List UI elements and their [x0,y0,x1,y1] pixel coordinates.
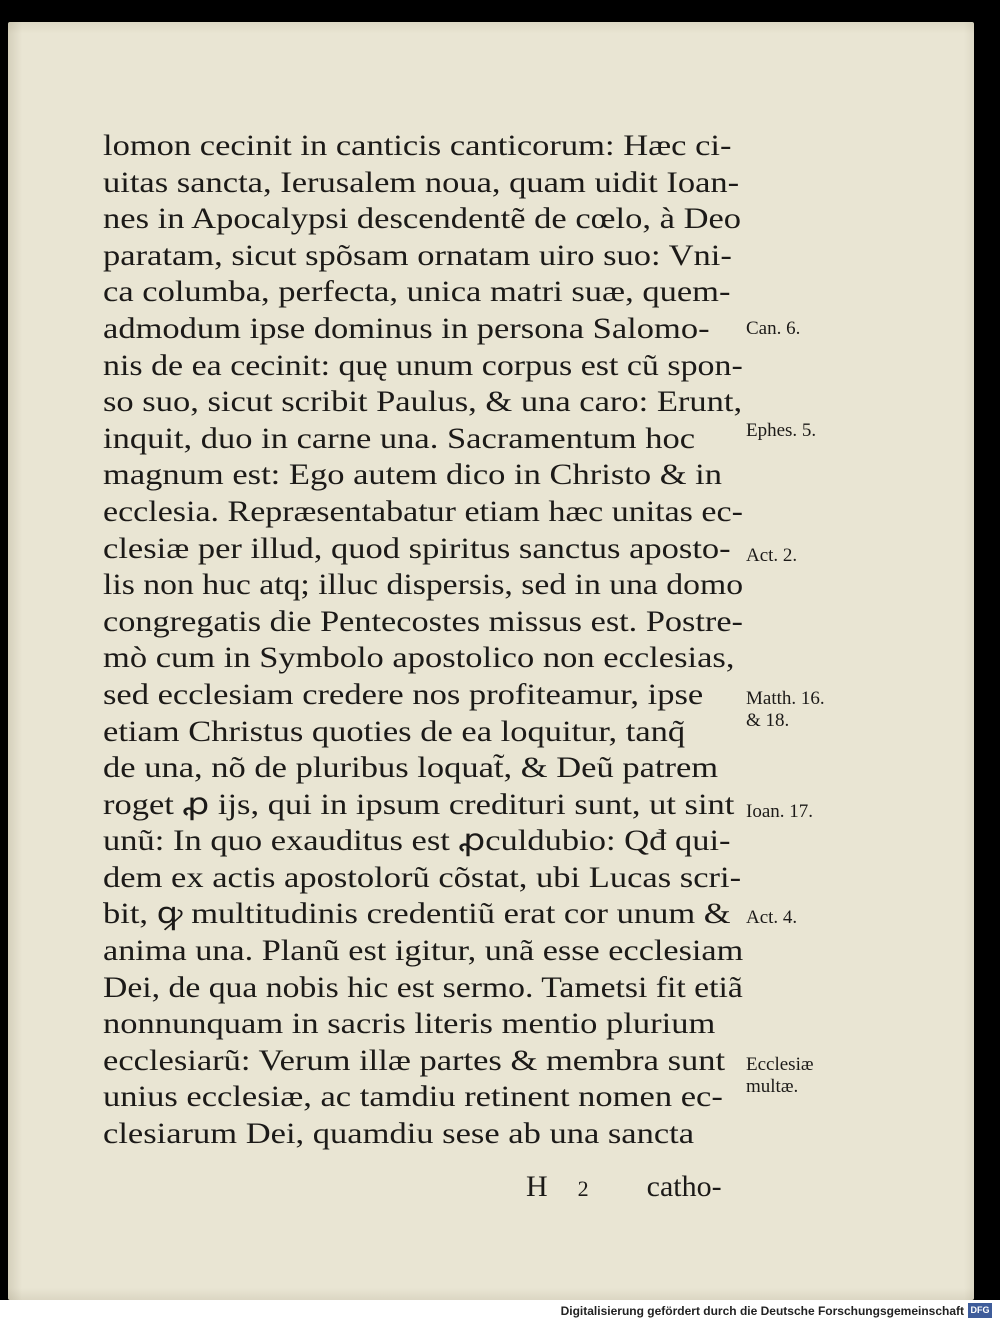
text-line: sed ecclesiam credere nos profiteamur, ipse [103,677,704,711]
text-line: de una, nõ de pluribus loquat̃, & Deũ patrem [103,751,719,785]
text-line: admodum ipse dominus in persona Salomo- [103,311,710,345]
text-line: etiam Christus quoties de ea loquitur, tanq̃ [103,714,686,748]
text-line: paratam, sicut spõsam ornatam uiro suo: Vni- [103,238,732,272]
funding-credit: Digitalisierung gefördert durch die Deutsche Forschungsgemeinschaft [560,1304,964,1318]
margin-note: Act. 2. [746,544,798,566]
text-line: nonnunquam in sacris literis mentio plurium [103,1007,716,1041]
text-line: clesiæ per illud, quod spiritus sanctus aposto- [103,531,731,565]
margin-note: Ephes. 5. [746,420,817,442]
text-line: mò cum in Symbolo apostolico non ecclesias, [103,641,735,675]
main-text-block [103,128,763,1153]
margin-note: Act. 4. [746,907,798,929]
text-line: uitas sancta, Ierusalem noua, quam uidit Ioan- [103,165,740,199]
text-line: lis non huc atq; illuc dispersis, sed in una domo [103,568,744,602]
text-line: ecclesia. Repræsentabatur etiam hæc unitas ec- [103,494,743,528]
text-line: roget ꝓ ijs, qui in ipsum credituri sunt, ut sint [103,787,735,821]
margin-note: multæ. [746,1075,799,1097]
text-line: ecclesiarũ: Verum illæ partes & membra sunt [103,1043,726,1077]
text-line: clesiarum Dei, quamdiu sese ab una sancta [103,1117,695,1151]
margin-note: Ioan. 17. [746,801,814,823]
margin-note: & 18. [746,709,790,731]
text-line: magnum est: Ego autem dico in Christo & in [103,458,723,492]
margin-note: Can. 6. [746,318,801,339]
margin-note: Ecclesiæ [746,1053,814,1075]
text-line: ca columba, perfecta, unica matri suæ, quem- [103,275,731,309]
text-line: unũ: In quo exauditus est ꝓculdubio: Qđ qui- [103,824,731,858]
text-line: Dei, de qua nobis hic est sermo. Tametsi fit etiã [103,970,743,1004]
page-footer-row [526,1170,722,1204]
text-line: dem ex actis apostolorũ cõstat, ubi Lucas scri- [103,860,742,894]
text-line: anima una. Planũ est igitur, unã esse ecclesiam [103,934,744,968]
digitization-footer [0,1300,1000,1322]
catchword: catho- [646,1170,722,1203]
text-line: congregatis die Pentecostes missus est. Postre- [103,604,743,638]
text-line: nes in Apocalypsi descendentẽ de cœlo, à Deo [103,202,742,236]
text-line: so suo, sicut scribit Paulus, & una caro: Erunt, [103,385,743,419]
text-line: unius ecclesiæ, ac tamdiu retinent nomen ec- [103,1080,723,1114]
margin-note: Matth. 16. [746,687,825,709]
text-line: bit, ꝙ multitudinis credentiũ erat cor unum & [103,897,731,931]
text-line: lomon cecinit in canticis canticorum: Hæc ci- [103,129,732,162]
text-line: nis de ea cecinit: quę unum corpus est cũ spon- [103,348,743,382]
signature-mark: H [526,1170,548,1203]
text-line: inquit, duo in carne una. Sacramentum hoc [103,421,696,455]
dfg-logo: DFG [968,1303,992,1318]
book-page [8,22,974,1300]
signature-number: 2 [577,1176,589,1201]
